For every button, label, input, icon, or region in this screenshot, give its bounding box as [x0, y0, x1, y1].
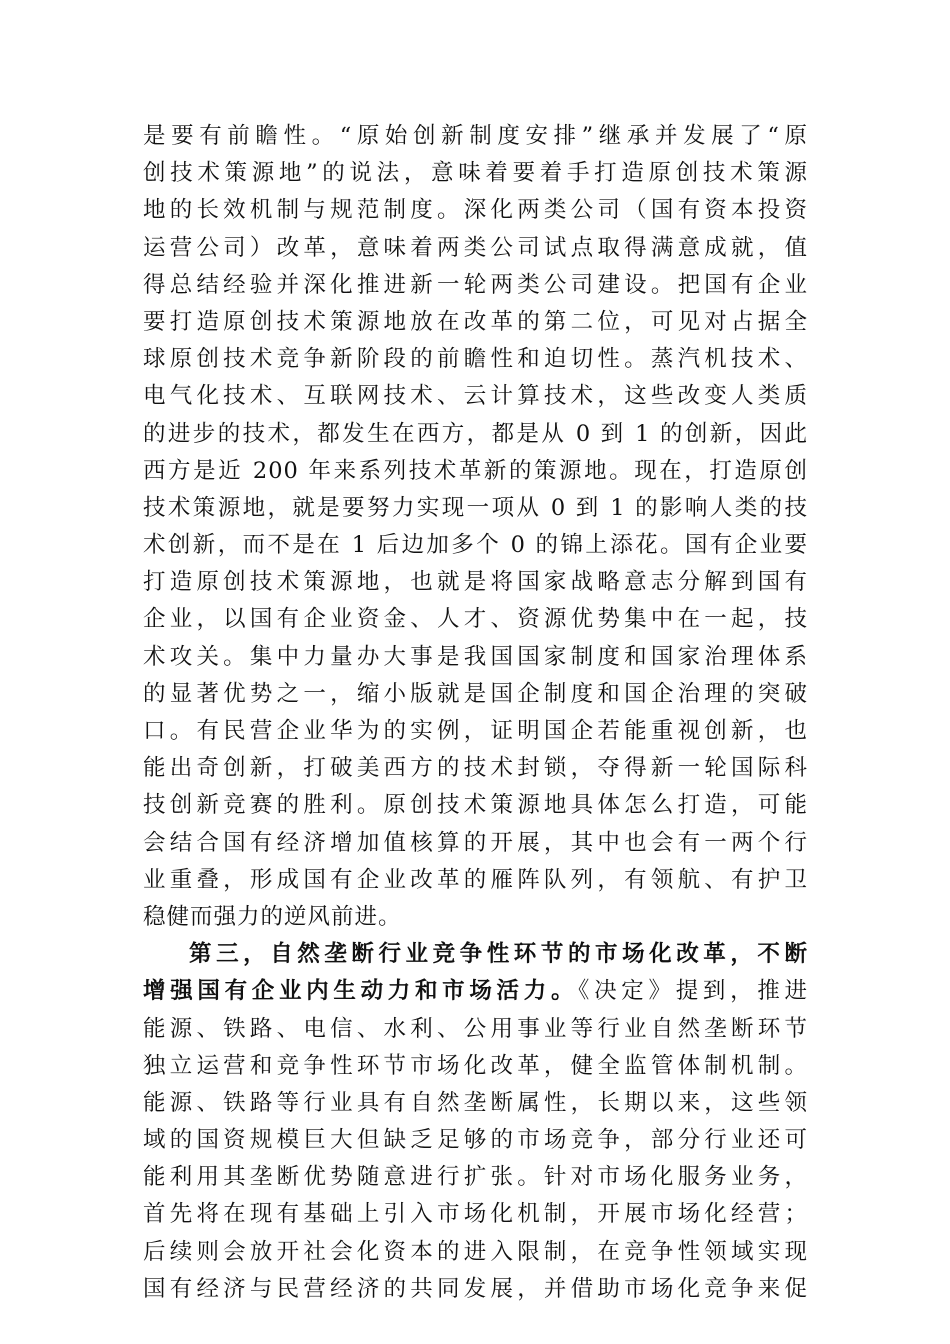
text-line: 球原创技术竞争新阶段的前瞻性和迫切性。蒸汽机技术、 — [143, 346, 808, 373]
text-line: 首先将在现有基础上引入市场化机制，开展市场化经营； — [143, 1201, 808, 1228]
text-line: 西方是近 200 年来系列技术革新的策源地。现在，打造原创 — [143, 457, 808, 484]
text-line: 创技术策源地”的说法，意味着要着手打造原创技术策源 — [143, 160, 808, 187]
text-line: 要打造原创技术策源地放在改革的第二位，可见对占据全 — [143, 308, 808, 335]
text-line: 是要有前瞻性。“原始创新制度安排”继承并发展了“原 — [143, 123, 808, 149]
text-line: 域的国资规模巨大但缺乏足够的市场竞争，部分行业还可 — [143, 1127, 808, 1154]
text-line: 后续则会放开社会化资本的进入限制，在竞争性领域实现 — [143, 1238, 808, 1265]
body-text — [143, 118, 808, 1308]
text-line: 业重叠，形成国有企业改革的雁阵队列，有领航、有护卫 — [143, 866, 808, 893]
text-line: 能出奇创新，打破美西方的技术封锁，夺得新一轮国际科 — [143, 755, 808, 782]
text-line: 得总结经验并深化推进新一轮两类公司建设。把国有企业 — [143, 271, 808, 298]
text-line: 企业，以国有企业资金、人才、资源优势集中在一起，技 — [143, 606, 808, 633]
text-line: 能源、铁路等行业具有自然垄断属性，长期以来，这些领 — [143, 1089, 808, 1116]
text-line: 电气化技术、互联网技术、云计算技术，这些改变人类质 — [143, 383, 808, 410]
text-line: 打造原创技术策源地，也就是将国家战略意志分解到国有 — [143, 569, 808, 596]
paragraph-heading-line: 第三，自然垄断行业竞争性环节的市场化改革，不断 — [189, 941, 808, 968]
text-span: 《决定》提到，推进 — [578, 978, 808, 1005]
text-line: 术创新，而不是在 1 后边加多个 0 的锦上添花。国有企业要 — [143, 532, 808, 559]
text-line: 技术策源地，就是要努力实现一项从 0 到 1 的影响人类的技 — [143, 494, 808, 521]
text-line: 能利用其垄断优势随意进行扩张。针对市场化服务业务， — [143, 1164, 808, 1191]
text-line: 地的长效机制与规范制度。深化两类公司（国有资本投资 — [143, 197, 808, 224]
text-line: 口。有民营企业华为的实例，证明国企若能重视创新，也 — [143, 718, 808, 744]
text-line: 能源、铁路、电信、水利、公用事业等行业自然垄断环节 — [143, 1015, 808, 1042]
text-line: 的进步的技术，都发生在西方，都是从 0 到 1 的创新，因此 — [143, 420, 808, 447]
text-line: 运营公司）改革，意味着两类公司试点取得满意成就，值 — [143, 234, 808, 261]
text-line — [143, 973, 808, 1010]
paragraph-1 — [143, 118, 808, 936]
text-line: 国有经济与民营经济的共同发展，并借助市场化竞争来促 — [143, 1275, 808, 1302]
text-line: 术攻关。集中力量办大事是我国国家制度和国家治理体系 — [143, 643, 808, 670]
text-line: 技创新竞赛的胜利。原创技术策源地具体怎么打造，可能 — [143, 792, 808, 819]
text-line: 稳健而强力的逆风前进。 — [143, 903, 402, 930]
paragraph-heading-end: 增强国有企业内生动力和市场活力。 — [143, 978, 579, 1005]
text-line: 会结合国有经济增加值核算的开展，其中也会有一两个行 — [143, 829, 808, 856]
text-line: 独立运营和竞争性环节市场化改革，健全监管体制机制。 — [143, 1052, 808, 1079]
text-line: 的显著优势之一，缩小版就是国企制度和国企治理的突破 — [143, 680, 808, 707]
paragraph-2 — [143, 936, 808, 1308]
